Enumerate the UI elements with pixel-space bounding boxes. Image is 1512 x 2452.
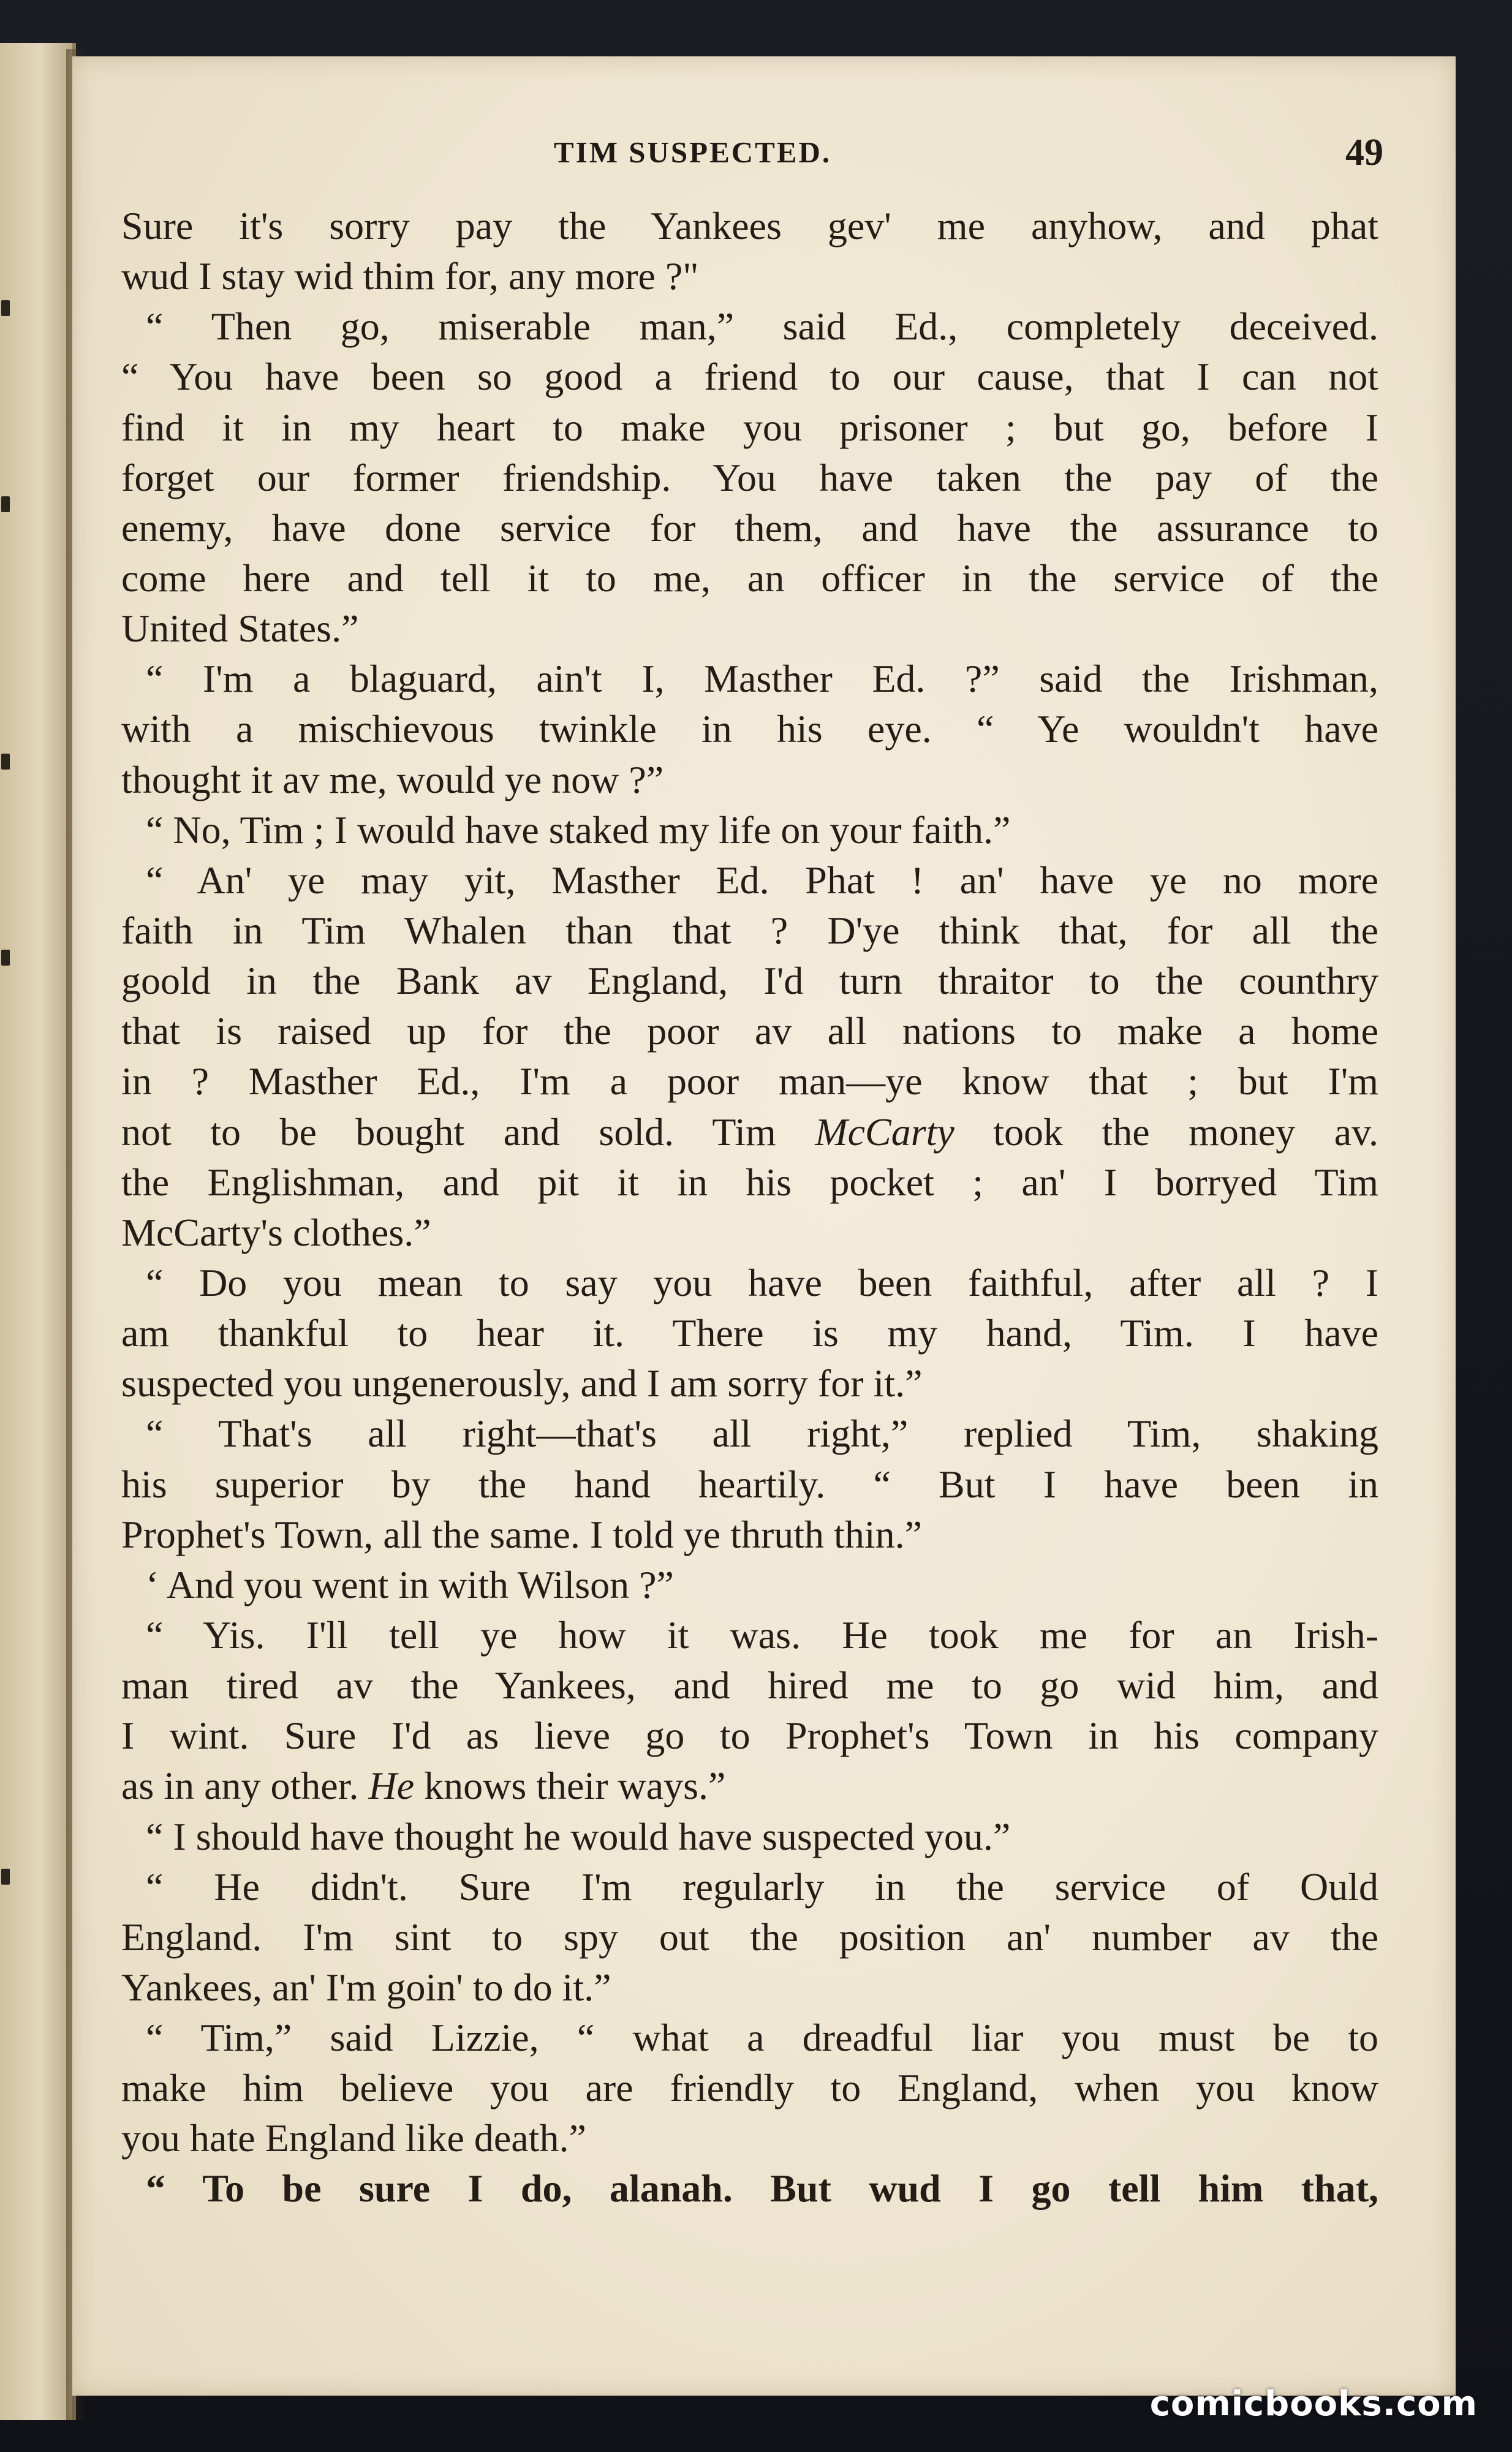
text-line: thought it av me, would ye now ?” xyxy=(121,757,664,801)
text-line: “ Then go, miserable man,” said Ed., completely deceived. xyxy=(146,305,1378,349)
watermark: comicbooks.com xyxy=(1149,2384,1478,2424)
text-line: “ To be sure I do, alanah. But wud I go tell him that, xyxy=(146,2166,1378,2211)
text-line: Prophet's Town, all the same. I told ye thruth thin.” xyxy=(121,1512,922,1556)
text-line: United States.” xyxy=(121,607,359,651)
text-line: find it in my heart to make you prisoner ; but go, before I xyxy=(121,405,1378,449)
text-line: in ? Masther Ed., I'm a poor man—ye know that ; but I'm xyxy=(121,1059,1378,1103)
text-line: enemy, have done service for them, and have the assurance to xyxy=(121,505,1378,550)
text-line: “ I should have thought he would have suspected you.” xyxy=(146,1814,1011,1858)
text-line: forget our former friendship. You have taken the pay of the xyxy=(121,455,1378,499)
text-line: with a mischievous twinkle in his eye. “ Ye wouldn't have xyxy=(121,707,1378,751)
text-line: “ No, Tim ; I would have staked my life on your faith.” xyxy=(146,808,1011,852)
book-page xyxy=(72,56,1456,2396)
text-line: Yankees, an' I'm goin' to do it.” xyxy=(121,1965,611,2009)
text-line: wud I stay wid thim for, any more ?" xyxy=(121,254,699,298)
text-line: the Englishman, and pit it in his pocket ; an' I borryed Tim xyxy=(121,1160,1378,1204)
text-line: as in any other. He knows their ways.” xyxy=(121,1764,726,1808)
previous-page-ink-mark xyxy=(1,950,10,966)
running-head xyxy=(72,132,1456,184)
text-line: goold in the Bank av England, I'd turn thraitor to the counthry xyxy=(121,959,1378,1003)
text-line: “ I'm a blaguard, ain't I, Masther Ed. ?” said the Irishman, xyxy=(146,657,1378,701)
text-line: that is raised up for the poor av all nations to make a home xyxy=(121,1009,1378,1053)
italic-emphasis: McCarty xyxy=(815,1110,954,1154)
text-line: “ That's all right—that's all right,” replied Tim, shaking xyxy=(146,1412,1378,1456)
text-line: “ Yis. I'll tell ye how it was. He took me for an Irish- xyxy=(146,1613,1378,1657)
body-text xyxy=(121,201,1378,2214)
text-line: “ An' ye may yit, Masther Ed. Phat ! an' have ye no more xyxy=(146,858,1378,902)
text-line: you hate England like death.” xyxy=(121,2116,586,2160)
text-line: I wint. Sure I'd as lieve go to Prophet's Town in his company xyxy=(121,1714,1378,1758)
text-line: his superior by the hand heartily. “ But I have been in xyxy=(121,1462,1378,1506)
previous-page-edge xyxy=(0,43,76,2420)
previous-page-ink-mark xyxy=(1,496,10,512)
previous-page-ink-mark xyxy=(1,300,10,316)
text-line: make him believe you are friendly to England, when you know xyxy=(121,2066,1378,2110)
text-line: Sure it's sorry pay the Yankees gev' me anyhow, and phat xyxy=(121,204,1378,248)
text-line: man tired av the Yankees, and hired me to go wid him, and xyxy=(121,1663,1378,1708)
previous-page-ink-mark xyxy=(1,1869,10,1885)
text-line: am thankful to hear it. There is my hand, Tim. I have xyxy=(121,1311,1378,1355)
text-line: not to be bought and sold. Tim McCarty took the money av. xyxy=(121,1110,1378,1154)
running-title: TIM SUSPECTED. xyxy=(554,135,832,169)
text-line: McCarty's clothes.” xyxy=(121,1210,431,1254)
text-line: England. I'm sint to spy out the position an' number av the xyxy=(121,1915,1378,1959)
page-number: 49 xyxy=(1345,132,1383,173)
text-line: come here and tell it to me, an officer in the service of the xyxy=(121,556,1378,600)
text-line: “ Tim,” said Lizzie, “ what a dreadful liar you must be to xyxy=(146,2016,1378,2060)
text-line: suspected you ungenerously, and I am sorry for it.” xyxy=(121,1361,923,1406)
text-line: faith in Tim Whalen than that ? D'ye think that, for all the xyxy=(121,908,1378,952)
previous-page-ink-mark xyxy=(1,754,10,770)
text-line: ‘ And you went in with Wilson ?” xyxy=(146,1562,674,1606)
text-line: “ He didn't. Sure I'm regularly in the service of Ould xyxy=(146,1864,1378,1909)
text-line: “ You have been so good a friend to our cause, that I can not xyxy=(121,355,1378,399)
italic-emphasis: He xyxy=(368,1764,415,1808)
text-line: “ Do you mean to say you have been faithful, after all ? I xyxy=(146,1260,1378,1304)
